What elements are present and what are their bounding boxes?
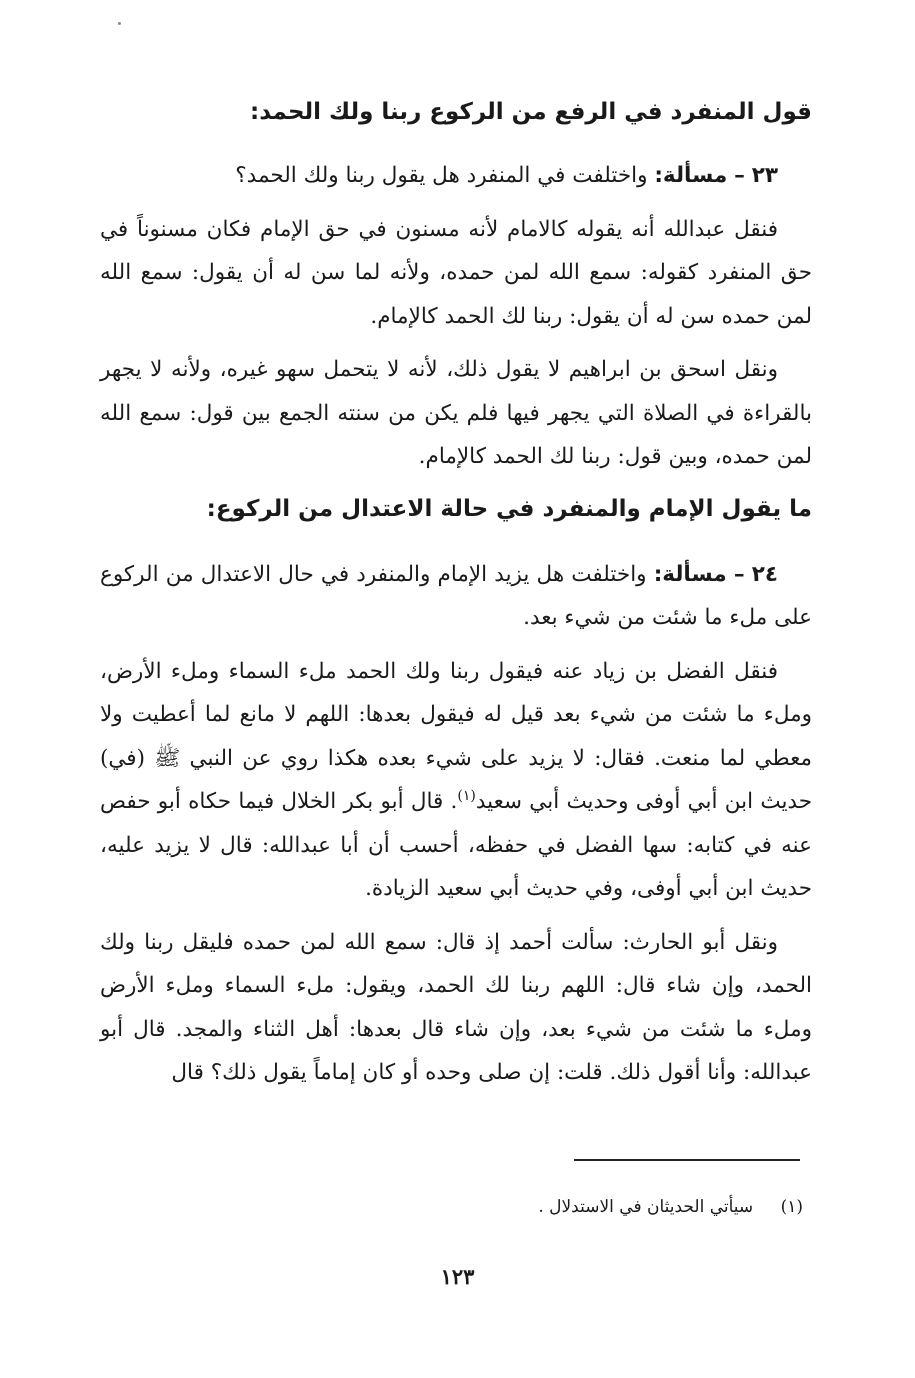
paragraph-abu-harith: ونقل أبو الحارث: سألت أحمد إذ قال: سمع الله لمن حمده فليقل ربنا ولك الحمد، وإن شاء قال: اللهم ربنا لك الحمد، ويقول: ملء السماء وملء الأرض وملء ما شئت من شيء بعد، وإن شاء قال بعدها: أهل الثناء والمجد. قال أبو عبدالله: وأنا أقول ذلك. قلت: إن صلى وحده أو كان إماماً يقول ذلك؟ قال	[100, 929, 812, 1085]
masala-23-text: واختلفت في المنفرد هل يقول ربنا ولك الحمد؟	[235, 163, 648, 188]
footnote-marker: (١)	[780, 1197, 803, 1217]
scan-speck	[118, 22, 121, 25]
page-number: ١٢٣	[440, 1264, 475, 1289]
masala-23-separator: –	[734, 163, 745, 188]
paragraph-fadl-after: . قال أبو بكر الخلال فيما حكاه أبو حفص عنه في كتابه: سها الفضل في حفظه، أحسب أن أبا عبدالله: قال لا يزيد عليه، حديث ابن أبي أوفى، وفي حديث أبي سعيد الزيادة.	[100, 789, 812, 901]
masala-23	[100, 154, 812, 198]
masala-24-text: واختلفت هل يزيد الإمام والمنفرد في حال الاعتدال من الركوع على ملء ما شئت من شيء بعد.	[100, 561, 812, 630]
section-heading-2: ما يقول الإمام والمنفرد في حالة الاعتدال من الركوع:	[206, 495, 812, 522]
masala-24-number: ٢٤	[751, 561, 778, 587]
masala-24-separator: –	[733, 561, 745, 587]
masala-23-number: ٢٣	[751, 163, 778, 188]
paragraph-fadl	[100, 650, 812, 911]
paragraph-abdullah: فنقل عبدالله أنه يقوله كالامام لأنه مسنون في حق الإمام فكان مسنوناً في حق المنفرد كقوله: سمع الله لمن حمده، ولأنه لما سن له أن يقول: سمع الله لمن حمده سن له أن يقول: ربنا لك الحمد كالإمام.	[100, 216, 812, 329]
footnote-divider	[574, 1159, 800, 1161]
footnote	[203, 1193, 803, 1221]
masala-24	[100, 553, 812, 640]
masala-24-label: مسألة:	[653, 561, 727, 587]
page-body	[100, 92, 812, 1105]
section-heading-1: قول المنفرد في الرفع من الركوع ربنا ولك الحمد:	[250, 99, 812, 125]
masala-23-label: مسألة:	[654, 163, 728, 188]
paragraph-fadl-before: فنقل الفضل بن زياد عنه فيقول ربنا ولك الحمد ملء السماء وملء الأرض، وملء ما شئت من شيء بعد قيل له فيقول بعدها: اللهم لا مانع لما أعطيت ولا معطي لما منعت. فقال: لا يزيد على شيء بعده هكذا روي عن النبي ﷺ (في) حديث ابن أبي أوفى وحديث أبي سعيد	[100, 658, 813, 814]
footnote-text: سيأتي الحديثان في الاستدلال .	[538, 1197, 754, 1217]
paragraph-ishaq: ونقل اسحق بن ابراهيم لا يقول ذلك، لأنه لا يتحمل سهو غيره، ولأنه لا يجهر بالقراءة في الصلاة التي يجهر فيها فلم يكن من سنته الجمع بين قول: سمع الله لمن حمده، وبين قول: ربنا لك الحمد كالإمام.	[100, 357, 812, 469]
footnote-reference[interactable]: (١)	[457, 787, 476, 804]
